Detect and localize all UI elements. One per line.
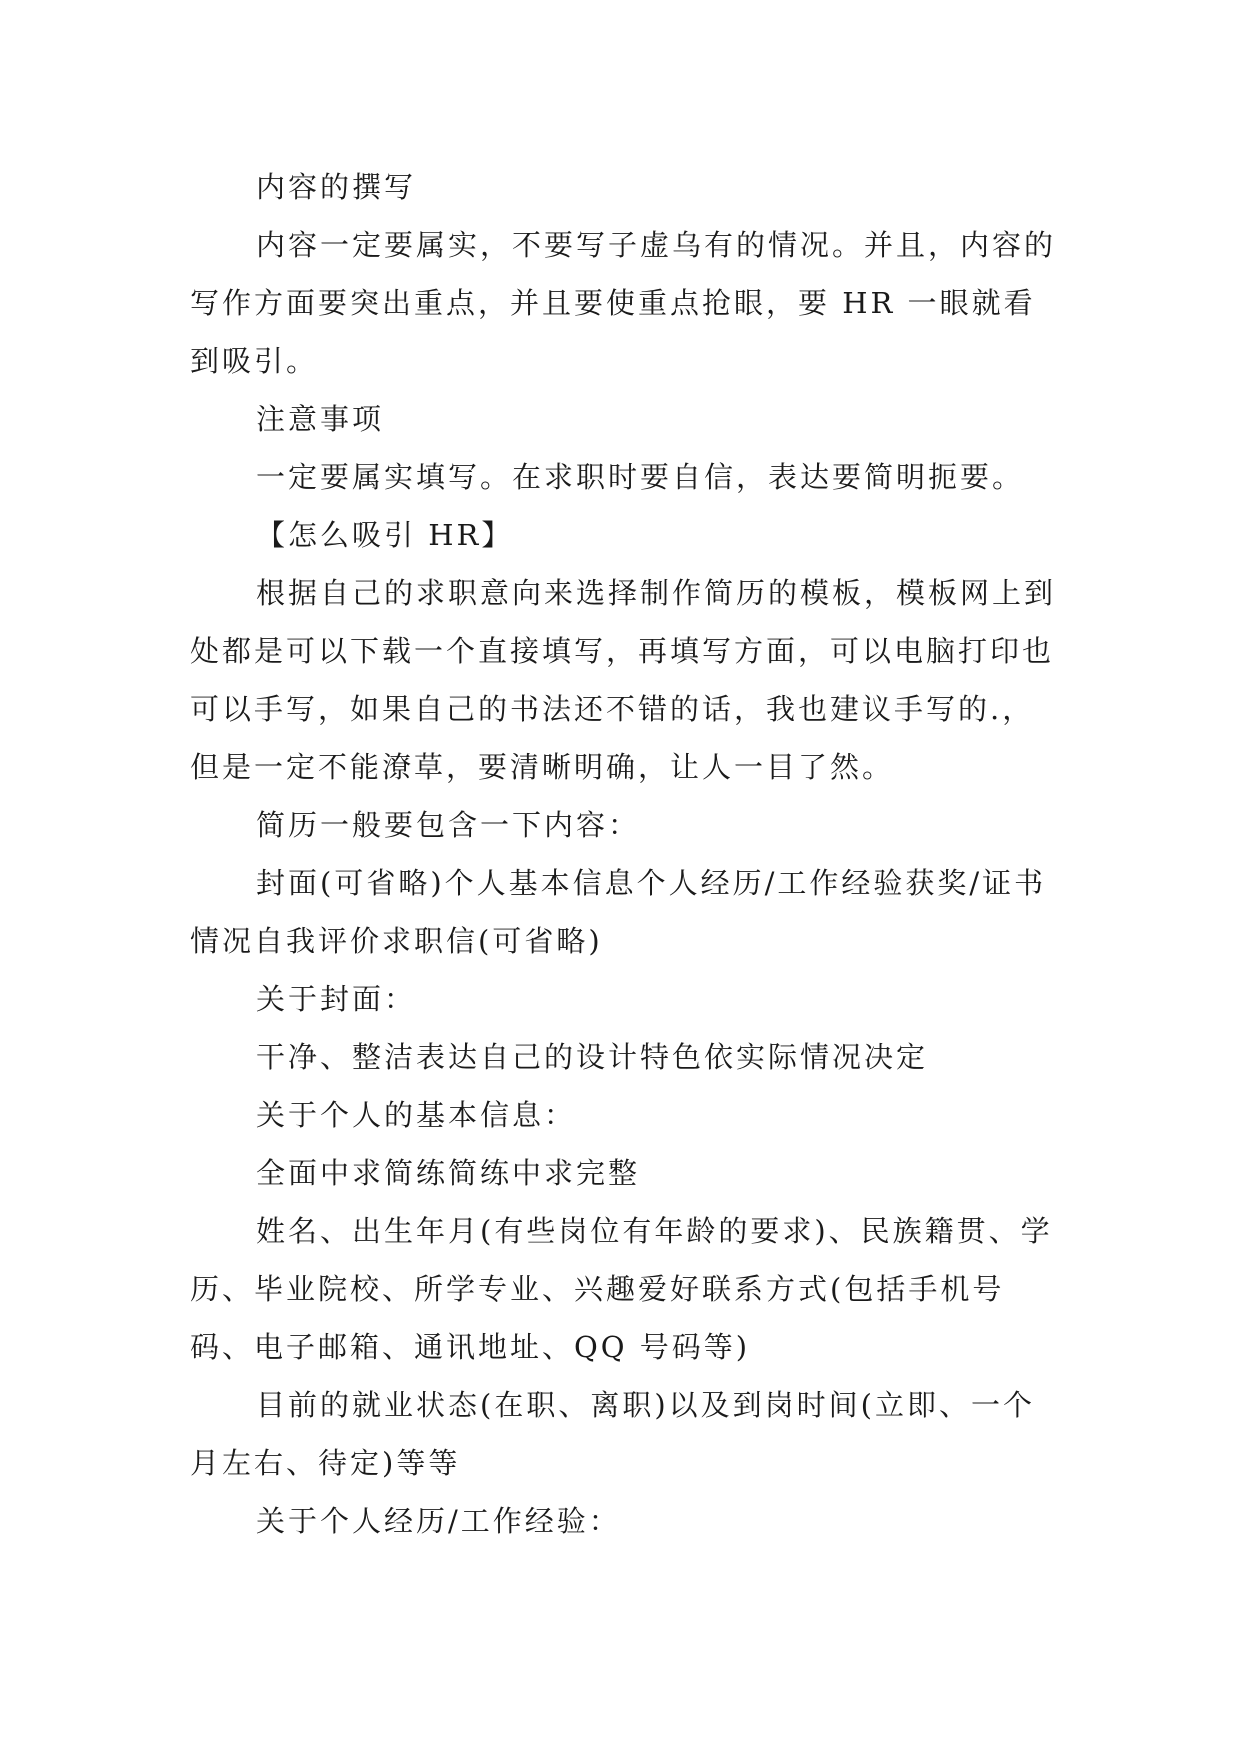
paragraph-notes: 一定要属实填写。在求职时要自信，表达要简明扼要。 xyxy=(256,460,1025,494)
paragraph-cover: 干净、整洁表达自己的设计特色依实际情况决定 xyxy=(256,1040,929,1074)
heading-basic-info: 关于个人的基本信息： xyxy=(256,1098,577,1132)
heading-content-writing: 内容的撰写 xyxy=(256,170,417,204)
heading-notes: 注意事项 xyxy=(256,402,385,436)
paragraph-employment-status: 目前的就业状态(在职、离职)以及到岗时间(立即、一个月左右、待定)等等 xyxy=(190,1388,1035,1480)
heading-attract-hr: 【怎么吸引 HR】 xyxy=(256,518,514,552)
document-body xyxy=(190,158,1060,1550)
paragraph-content-truthful: 内容一定要属实，不要写子虚乌有的情况。并且，内容的写作方面要突出重点，并且要使重点抢眼，要 HR 一眼就看到吸引。 xyxy=(190,228,1057,378)
paragraph-resume-contents: 简历一般要包含一下内容： xyxy=(256,808,641,842)
paragraph-basic-info-principle: 全面中求简练简练中求完整 xyxy=(256,1156,641,1190)
heading-work-experience: 关于个人经历/工作经验： xyxy=(256,1504,621,1538)
heading-cover: 关于封面： xyxy=(256,982,417,1016)
paragraph-basic-info-items: 姓名、出生年月(有些岗位有年龄的要求)、民族籍贯、学历、毕业院校、所学专业、兴趣爱好联系方式(包括手机号码、电子邮箱、通讯地址、QQ 号码等) xyxy=(190,1214,1053,1364)
paragraph-template: 根据自己的求职意向来选择制作简历的模板，模板网上到处都是可以下载一个直接填写，再填写方面，可以电脑打印也可以手写，如果自己的书法还不错的话，我也建议手写的.，但是一定不能潦草，要清晰明确，让人一目了然。 xyxy=(190,576,1057,784)
paragraph-resume-sections: 封面(可省略)个人基本信息个人经历/工作经验获奖/证书情况自我评价求职信(可省略) xyxy=(190,866,1047,958)
